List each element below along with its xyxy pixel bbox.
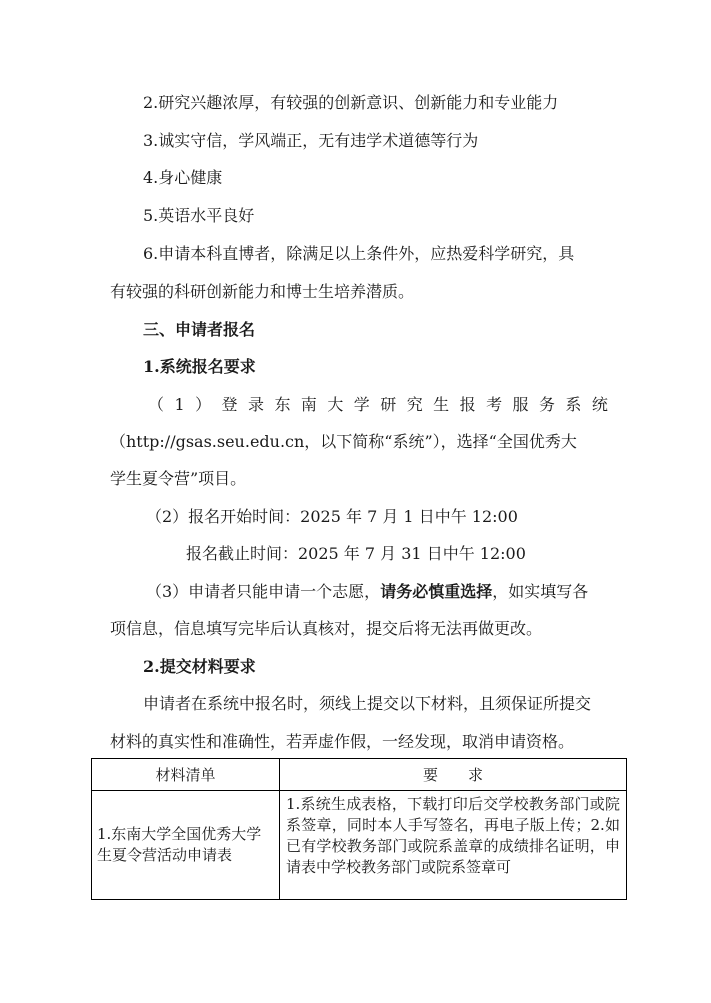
system-login-char: 学	[353, 395, 370, 414]
system-login-char: 考	[486, 395, 503, 414]
section-heading-3: 三、申请者报名	[143, 320, 256, 339]
choice-note-tail: ，如实填写各	[492, 582, 589, 601]
choice-note-line1	[146, 581, 588, 603]
requirement-text: 1.系统生成表格，下载打印后交学校教务部门或院系签章，同时本人手写签名，再电子版上传；2.如已有学校教务部门或院系盖章的成绩排名证明，申请表中学校教务部门或院系签章可	[286, 795, 620, 876]
system-login-line2: （http://gsas.seu.edu.cn，以下简称“系统”），选择“全国优秀大	[110, 432, 577, 451]
system-login-char: 大	[327, 395, 344, 414]
materials-intro-line2: 材料的真实性和准确性，若弄虚作假，一经发现，取消申请资格。	[110, 732, 575, 751]
registration-start-time: （2）报名开始时间：2025 年 7 月 1 日中午 12:00	[146, 507, 518, 526]
material-name-cell: 1.东南大学全国优秀大学生夏令营活动申请表	[92, 791, 280, 900]
system-login-char: 服	[512, 395, 529, 414]
requirement-item-6-line2: 有较强的科研创新能力和博士生培养潜质。	[110, 282, 415, 301]
materials-intro-line1: 申请者在系统中报名时，须线上提交以下材料，且须保证所提交	[143, 694, 592, 713]
system-login-char: 1	[174, 395, 185, 414]
materials-table	[91, 758, 627, 900]
choice-note-line2: 项信息，信息填写完毕后认真核对，提交后将无法再做更改。	[110, 619, 543, 638]
requirement-item-3: 3.诚实守信，学风端正，无有违学术道德等行为	[143, 131, 479, 150]
system-login-char: 登	[221, 395, 238, 414]
requirement-item-6-line1: 6.申请本科直博者，除满足以上条件外，应热爱科学研究，具	[143, 244, 575, 263]
system-login-char: 研	[380, 395, 397, 414]
subsection-heading-2: 2.提交材料要求	[143, 657, 256, 676]
system-login-char: ）	[195, 395, 212, 414]
table-header-requirements: 要 求	[280, 759, 627, 791]
system-login-line1	[148, 394, 608, 416]
subsection-heading-1: 1.系统报名要求	[143, 357, 256, 376]
system-login-char: 究	[406, 395, 423, 414]
system-login-char: 报	[459, 395, 476, 414]
system-login-char: 生	[433, 395, 450, 414]
registration-deadline: 报名截止时间：2025 年 7 月 31 日中午 12:00	[186, 544, 526, 563]
system-login-char: （	[148, 395, 165, 414]
system-login-line3: 学生夏令营”项目。	[110, 469, 247, 488]
requirement-cell	[280, 791, 627, 900]
table-header-materials: 材料清单	[92, 759, 280, 791]
table-header-row	[92, 759, 627, 791]
requirement-item-4: 4.身心健康	[143, 168, 223, 187]
requirement-item-5: 5.英语水平良好	[143, 206, 255, 225]
requirement-item-2: 2.研究兴趣浓厚，有较强的创新意识、创新能力和专业能力	[143, 93, 559, 112]
system-login-char: 录	[247, 395, 264, 414]
system-login-char: 系	[565, 395, 582, 414]
system-login-char: 东	[274, 395, 291, 414]
system-login-char: 统	[591, 395, 608, 414]
system-login-char: 务	[538, 395, 555, 414]
choice-note-emphasis: 请务必慎重选择	[380, 582, 493, 601]
system-login-char: 南	[300, 395, 317, 414]
table-row	[92, 791, 627, 900]
choice-note-text: （3）申请者只能申请一个志愿，	[146, 582, 381, 601]
